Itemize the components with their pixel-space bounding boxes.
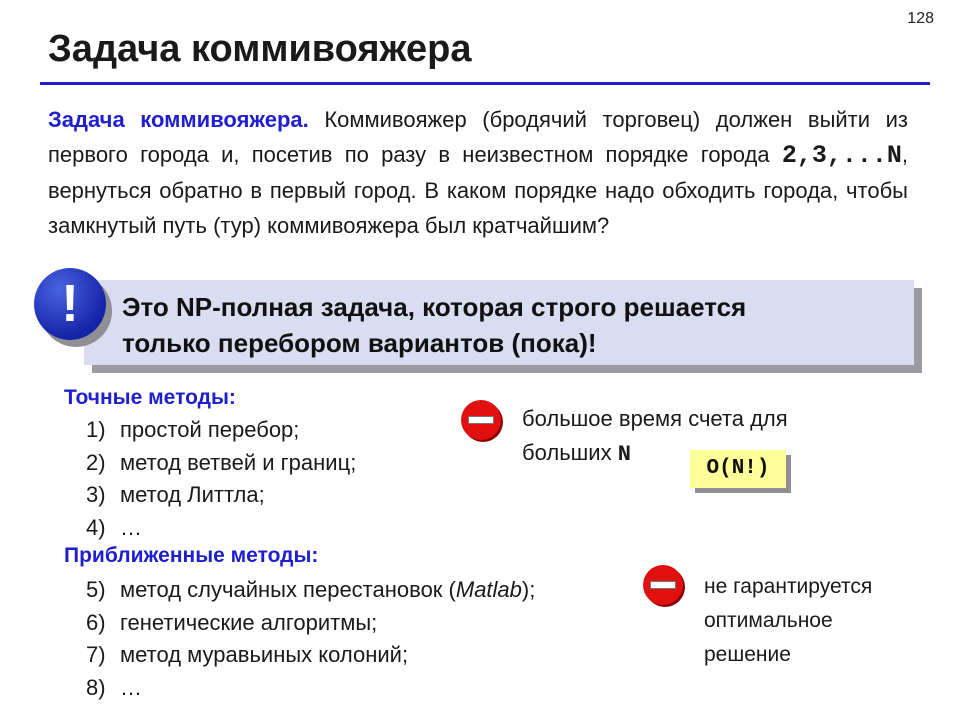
no-entry-icon — [461, 400, 501, 440]
exact-methods-note: большое время счета для больших N — [522, 406, 788, 467]
list-item: 8) … — [86, 674, 142, 700]
problem-text-1: Коммивояжер (бродячий торговец) должен выйти из первого города и, посетив по разу в неизвестном порядке города — [48, 107, 909, 167]
no-entry-icon — [643, 565, 683, 605]
problem-text-2: , вернуться обратно в первый город. В каком порядке надо обходить города, чтобы замкнутый путь (тур) коммивояжера был кратчайшим? — [48, 142, 908, 238]
list-item: 1) простой перебор; — [86, 417, 300, 442]
slide-title: Задача коммивояжера — [48, 28, 472, 70]
list-item: 3) метод Литтла; — [86, 482, 265, 507]
approx-methods-note: не гарантируется оптимальное решение — [704, 575, 873, 666]
title-underline — [40, 82, 930, 85]
approx-methods-list — [86, 574, 535, 704]
problem-lead: Задача коммивояжера. — [48, 107, 309, 132]
approx-methods-title: Приближенные методы: — [64, 544, 319, 567]
cities-code: 2,3,...N — [781, 141, 902, 170]
exclamation-icon: ! — [34, 268, 106, 340]
callout-line-2: только перебором вариантов (пока)! — [122, 328, 597, 358]
list-item: 7) метод муравьиных колоний; — [86, 642, 409, 667]
np-callout — [84, 280, 914, 365]
list-item: 6) генетические алгоритмы; — [86, 609, 378, 635]
list-item: 5) метод случайных перестановок (Matlab); — [86, 577, 536, 602]
page-number: 128 — [907, 10, 934, 27]
exact-methods-title: Точные методы: — [64, 386, 236, 409]
callout-line-1: Это NP-полная задача, которая строго решается — [122, 292, 747, 322]
complexity-badge: O(N!) — [690, 450, 786, 488]
exact-methods-list — [86, 414, 356, 544]
list-item: 4) … — [86, 514, 142, 540]
problem-statement — [48, 102, 908, 243]
list-item: 2) метод ветвей и границ; — [86, 449, 357, 475]
